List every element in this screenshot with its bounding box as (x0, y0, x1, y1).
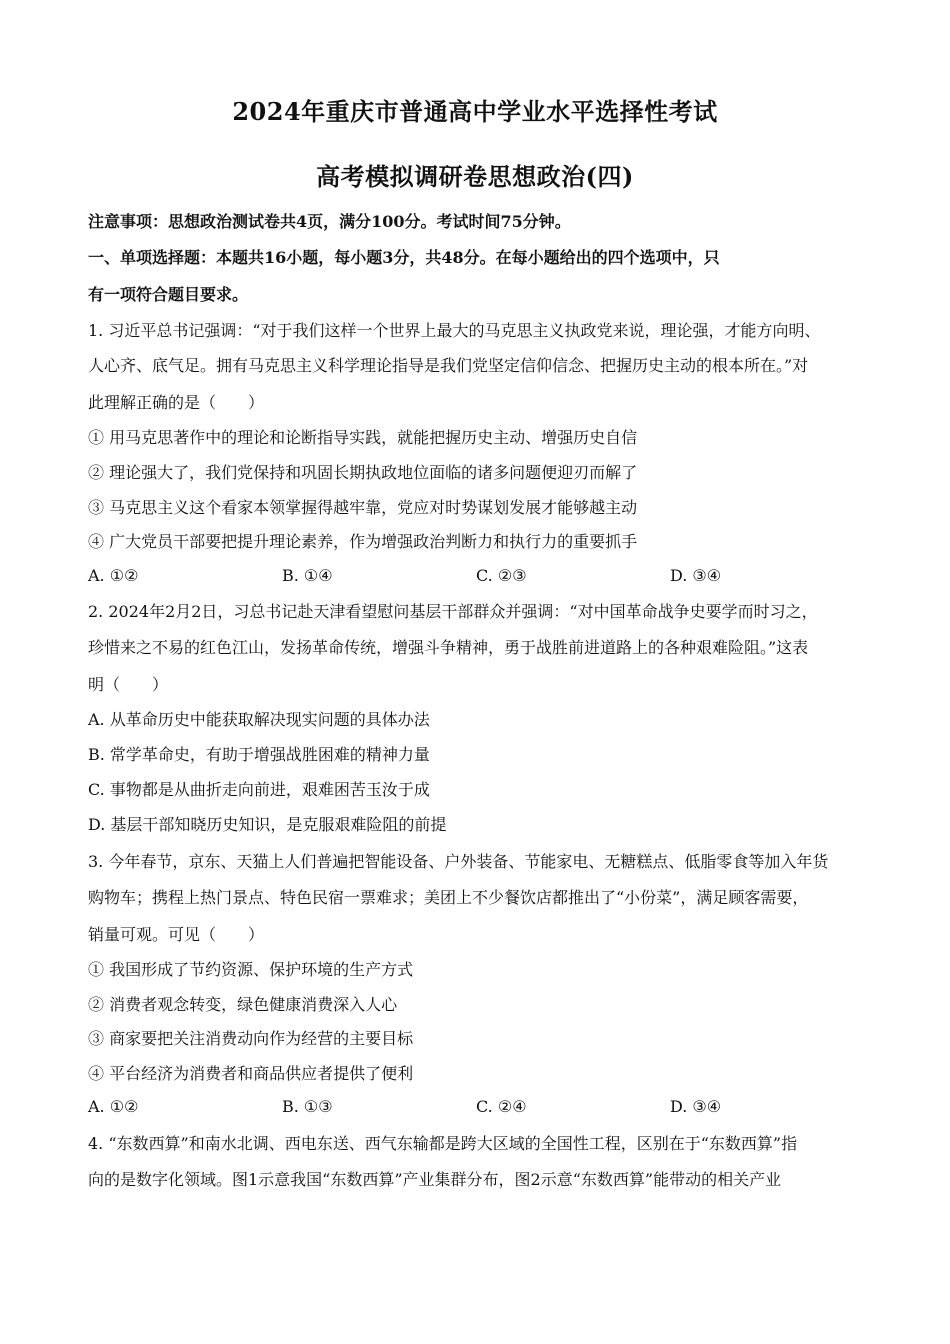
question-3-item: ② 消费者观念转变，绿色健康消费深入人心 (88, 995, 398, 1014)
option-a[interactable]: A. ①② (88, 1097, 139, 1116)
section-heading: 一、单项选择题：本题共16小题，每小题3分，共48分。在每小题给出的四个选项中，只 (88, 248, 720, 267)
option-b[interactable]: B. ①③ (282, 1097, 333, 1116)
question-3-stem: 3. 今年春节，京东、天猫上人们普遍把智能设备、户外装备、节能家电、无糖糕点、低脂零食等加入年货 (88, 852, 829, 871)
question-4-stem: 向的是数字化领域。图1示意我国“东数西算”产业集群分布，图2示意“东数西算”能带动的相关产业 (88, 1170, 782, 1189)
question-3-item: ① 我国形成了节约资源、保护环境的生产方式 (88, 960, 414, 979)
option-b[interactable]: B. ①④ (282, 566, 333, 585)
option-d[interactable]: D. ③④ (670, 1097, 722, 1116)
option-c[interactable]: C. ②③ (476, 566, 527, 585)
notice: 注意事项：思想政治测试卷共4页，满分100分。考试时间75分钟。 (88, 212, 571, 231)
section-heading-cont: 有一项符合题目要求。 (88, 285, 249, 304)
option-d[interactable]: D. ③④ (670, 566, 722, 585)
question-4-stem: 4. “东数西算”和南水北调、西电东送、西气东输都是跨大区域的全国性工程，区别在于“东数西算”指 (88, 1134, 798, 1153)
question-3-stem: 销量可观。可见（ ） (88, 925, 265, 944)
question-3-options (88, 1096, 860, 1118)
question-1-item: ④ 广大党员干部要把提升理论素养，作为增强政治判断力和执行力的重要抓手 (88, 532, 638, 551)
option-c[interactable]: C. ②④ (476, 1097, 527, 1116)
question-1-item: ③ 马克思主义这个看家本领掌握得越牢靠，党应对时势谋划发展才能够越主动 (88, 498, 638, 517)
question-1-item: ① 用马克思著作中的理论和论断指导实践，就能把握历史主动、增强历史自信 (88, 428, 638, 447)
question-1-stem: 此理解正确的是（ ） (88, 393, 265, 412)
option-d[interactable]: D. 基层干部知晓历史知识，是克服艰难险阻的前提 (88, 815, 447, 834)
question-3-item: ③ 商家要把关注消费动向作为经营的主要目标 (88, 1029, 414, 1048)
option-c[interactable]: C. 事物都是从曲折走向前进，艰难困苦玉汝于成 (88, 780, 430, 799)
option-b[interactable]: B. 常学革命史，有助于增强战胜困难的精神力量 (88, 745, 430, 764)
question-3-item: ④ 平台经济为消费者和商品供应者提供了便利 (88, 1064, 414, 1083)
question-1-stem: 1. 习近平总书记强调：“对于我们这样一个世界上最大的马克思主义执政党来说，理论强，才能方向明、 (88, 321, 821, 340)
question-2-stem: 2. 2024年2月2日，习总书记赴天津看望慰问基层干部群众并强调：“对中国革命战争史要学而时习之， (88, 602, 818, 621)
exam-subtitle: 高考模拟调研卷思想政治(四) (316, 162, 634, 191)
question-1-stem: 人心齐、底气足。拥有马克思主义科学理论指导是我们党坚定信仰信念、把握历史主动的根本所在。”对 (88, 356, 809, 375)
exam-title: 2024年重庆市普通高中学业水平选择性考试 (232, 97, 718, 126)
question-1-item: ② 理论强大了，我们党保持和巩固长期执政地位面临的诸多问题便迎刃而解了 (88, 463, 638, 482)
question-3-stem: 购物车；携程上热门景点、特色民宿一票难求；美团上不少餐饮店都推出了“小份菜”，满足顾客需要， (88, 888, 809, 907)
question-2-stem: 明（ ） (88, 675, 169, 694)
option-a[interactable]: A. 从革命历史中能获取解决现实问题的具体办法 (88, 710, 430, 729)
question-2-stem: 珍惜来之不易的红色江山，发扬革命传统，增强斗争精神，勇于战胜前进道路上的各种艰难险阻。”这表 (88, 638, 809, 657)
option-a[interactable]: A. ①② (88, 566, 139, 585)
question-1-options (88, 565, 860, 587)
